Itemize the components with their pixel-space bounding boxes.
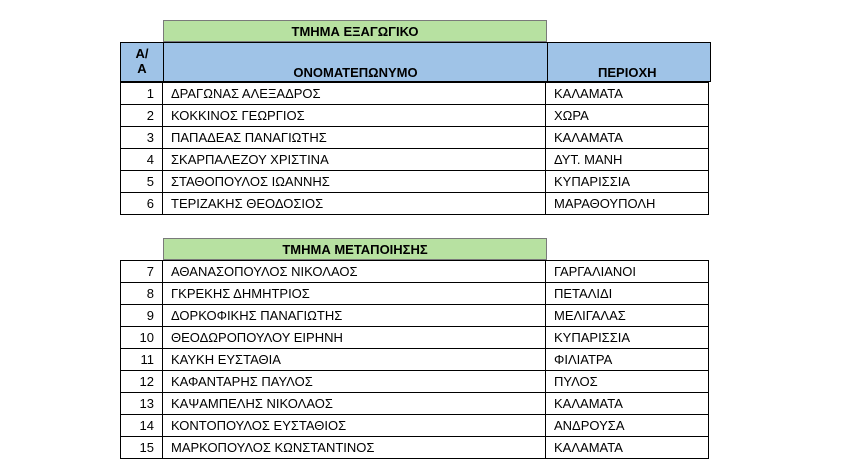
table-row: [121, 283, 709, 305]
name-cell[interactable]: ΚΑΦΑΝΤΑΡΗΣ ΠΑΥΛΟΣ: [163, 371, 546, 393]
section-title-processing: ΤΜΗΜΑ ΜΕΤΑΠΟΙΗΣΗΣ: [163, 238, 547, 260]
name-cell[interactable]: ΤΕΡΙΖΑΚΗΣ ΘΕΟΔΟΣΙΟΣ: [163, 193, 546, 215]
row-number-cell[interactable]: 11: [121, 349, 163, 371]
table-row: [121, 171, 709, 193]
row-number-cell[interactable]: 5: [121, 171, 163, 193]
name-cell[interactable]: ΣΚΑΡΠΑΛΕΖΟΥ ΧΡΙΣΤΙΝΑ: [163, 149, 546, 171]
area-cell[interactable]: ΚΥΠΑΡΙΣΣΙΑ: [546, 171, 709, 193]
table-row: [121, 149, 709, 171]
area-cell[interactable]: ΜΑΡΑΘΟΥΠΟΛΗ: [546, 193, 709, 215]
area-cell[interactable]: ΑΝΔΡΟΥΣΑ: [546, 415, 709, 437]
processing-table: [120, 260, 709, 459]
area-cell[interactable]: ΚΑΛΑΜΑΤΑ: [546, 83, 709, 105]
table-row: [121, 83, 709, 105]
row-number-cell[interactable]: 10: [121, 327, 163, 349]
table-row: [121, 127, 709, 149]
table-row: [121, 393, 709, 415]
row-number-cell[interactable]: 14: [121, 415, 163, 437]
name-cell[interactable]: ΚΑΥΚΗ ΕΥΣΤΑΘΙΑ: [163, 349, 546, 371]
area-cell[interactable]: ΠΥΛΟΣ: [546, 371, 709, 393]
column-header-area: ΠΕΡΙΟΧΗ: [547, 42, 711, 82]
row-number-cell[interactable]: 6: [121, 193, 163, 215]
column-header-aa-line2: Α: [137, 61, 147, 76]
name-cell[interactable]: ΣΤΑΘΟΠΟΥΛΟΣ ΙΩΑΝΝΗΣ: [163, 171, 546, 193]
row-number-cell[interactable]: 1: [121, 83, 163, 105]
column-header-aa: [120, 42, 164, 82]
section-title-export: ΤΜΗΜΑ ΕΞΑΓΩΓΙΚΟ: [163, 20, 547, 42]
area-cell[interactable]: ΔΥΤ. ΜΑΝΗ: [546, 149, 709, 171]
name-cell[interactable]: ΔΟΡΚΟΦΙΚΗΣ ΠΑΝΑΓΙΩΤΗΣ: [163, 305, 546, 327]
row-number-cell[interactable]: 9: [121, 305, 163, 327]
table-row: [121, 349, 709, 371]
table-row: [121, 305, 709, 327]
row-number-cell[interactable]: 7: [121, 261, 163, 283]
area-cell[interactable]: ΜΕΛΙΓΑΛΑΣ: [546, 305, 709, 327]
name-cell[interactable]: ΚΑΨΑΜΠΕΛΗΣ ΝΙΚΟΛΑΟΣ: [163, 393, 546, 415]
area-cell[interactable]: ΚΑΛΑΜΑΤΑ: [546, 437, 709, 459]
name-cell[interactable]: ΠΑΠΑΔΕΑΣ ΠΑΝΑΓΙΩΤΗΣ: [163, 127, 546, 149]
row-number-cell[interactable]: 15: [121, 437, 163, 459]
table-row: [121, 437, 709, 459]
area-cell[interactable]: ΓΑΡΓΑΛΙΑΝΟΙ: [546, 261, 709, 283]
table-row: [121, 105, 709, 127]
column-header-name: ΟΝΟΜΑΤΕΠΩΝΥΜΟ: [163, 42, 548, 82]
row-number-cell[interactable]: 13: [121, 393, 163, 415]
table-row: [121, 327, 709, 349]
name-cell[interactable]: ΚΟΚΚΙΝΟΣ ΓΕΩΡΓΙΟΣ: [163, 105, 546, 127]
table-row: [121, 371, 709, 393]
name-cell[interactable]: ΔΡΑΓΩΝΑΣ ΑΛΕΞΑΔΡΟΣ: [163, 83, 546, 105]
row-number-cell[interactable]: 12: [121, 371, 163, 393]
name-cell[interactable]: ΑΘΑΝΑΣΟΠΟΥΛΟΣ ΝΙΚΟΛΑΟΣ: [163, 261, 546, 283]
area-cell[interactable]: ΚΑΛΑΜΑΤΑ: [546, 127, 709, 149]
area-cell[interactable]: ΧΩΡΑ: [546, 105, 709, 127]
row-number-cell[interactable]: 3: [121, 127, 163, 149]
row-number-cell[interactable]: 4: [121, 149, 163, 171]
export-table: [120, 82, 709, 215]
row-number-cell[interactable]: 8: [121, 283, 163, 305]
name-cell[interactable]: ΚΟΝΤΟΠΟΥΛΟΣ ΕΥΣΤΑΘΙΟΣ: [163, 415, 546, 437]
row-number-cell[interactable]: 2: [121, 105, 163, 127]
name-cell[interactable]: ΜΑΡΚΟΠΟΥΛΟΣ ΚΩΝΣΤΑΝΤΙΝΟΣ: [163, 437, 546, 459]
area-cell[interactable]: ΚΥΠΑΡΙΣΣΙΑ: [546, 327, 709, 349]
table-row: [121, 261, 709, 283]
area-cell[interactable]: ΚΑΛΑΜΑΤΑ: [546, 393, 709, 415]
column-header-aa-line1: Α/: [135, 46, 149, 61]
area-cell[interactable]: ΠΕΤΑΛΙΔΙ: [546, 283, 709, 305]
table-row: [121, 193, 709, 215]
name-cell[interactable]: ΓΚΡΕΚΗΣ ΔΗΜΗΤΡΙΟΣ: [163, 283, 546, 305]
area-cell[interactable]: ΦΙΛΙΑΤΡΑ: [546, 349, 709, 371]
table-row: [121, 415, 709, 437]
name-cell[interactable]: ΘΕΟΔΩΡΟΠΟΥΛΟΥ ΕΙΡΗΝΗ: [163, 327, 546, 349]
